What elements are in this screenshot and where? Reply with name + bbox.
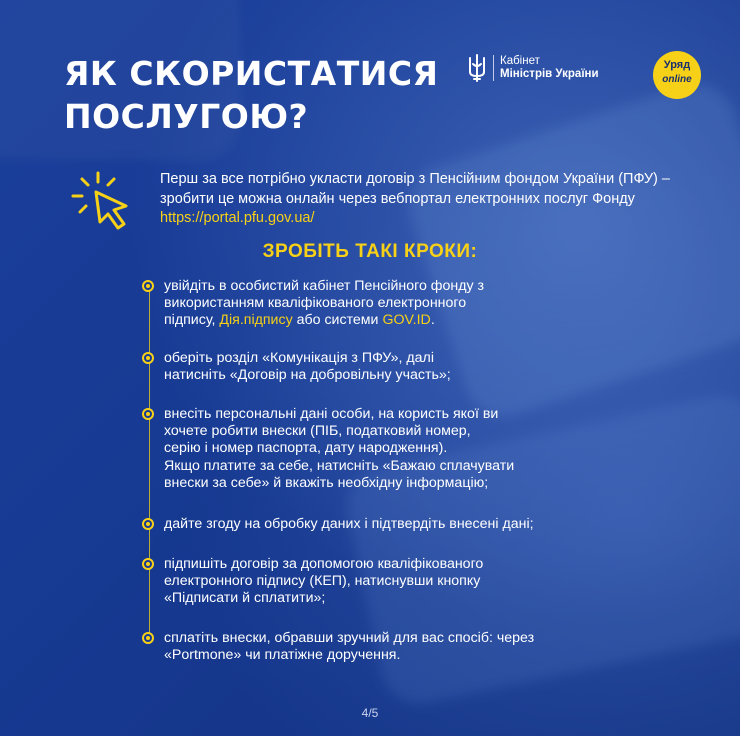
step-text: оберіть розділ «Комунікація з ПФУ», далі натисніть «Договір на добровільну участь»; bbox=[164, 350, 451, 384]
step-text: сплатіть внески, обравши зручний для вас спосіб: через «Portmone» чи платіжне доручення. bbox=[164, 630, 535, 664]
title-line-2: ПОСЛУГОЮ? bbox=[64, 97, 309, 136]
uryad-logo-line-1: Уряд bbox=[663, 59, 691, 71]
step-bullet-icon bbox=[142, 352, 154, 364]
intro-body: Перш за все потрібно укласти договір з Пенсійним фондом України (ПФУ) – зробити це можна онлайн через вебпортал електронних послуг Фонду bbox=[160, 171, 670, 207]
step-bullet-icon bbox=[142, 408, 154, 420]
cabinet-line-2: Міністрів України bbox=[500, 68, 599, 80]
step-item-sign-contract bbox=[142, 556, 682, 608]
page-title bbox=[64, 52, 438, 138]
uryad-logo-line-2: online bbox=[662, 74, 692, 85]
uryad-online-logo bbox=[653, 51, 701, 99]
cabinet-line-1: Кабінет bbox=[500, 55, 540, 67]
step-text: внесіть персональні дані особи, на користь якої ви хочете робити внески (ПІБ, податковий номер, серію і номер паспорта, дату народження). Якщо платите за себе, натисніть «Бажаю сплачувати внески за себе» й вкажіть необхідну інформацію; bbox=[164, 406, 515, 491]
step-item-consent bbox=[142, 516, 682, 533]
intro-text bbox=[160, 170, 700, 229]
step-text: дайте згоду на обробку даних і підтвердіть внесені дані; bbox=[164, 516, 534, 532]
step-bullet-icon bbox=[142, 518, 154, 530]
diia-signature-link[interactable]: Дія.підпису bbox=[219, 312, 293, 329]
cabinet-ministers-logo bbox=[467, 54, 599, 82]
portal-link[interactable]: https://portal.pfu.gov.ua/ bbox=[160, 210, 315, 226]
step-bullet-icon bbox=[142, 632, 154, 644]
step-bullet-icon bbox=[142, 558, 154, 570]
step-item-login bbox=[142, 278, 682, 330]
step-item-pay bbox=[142, 630, 682, 664]
step-item-personal-data bbox=[142, 406, 682, 492]
steps-heading: ЗРОБІТЬ ТАКІ КРОКИ: bbox=[262, 241, 478, 262]
step-text: підпишіть договір за допомогою кваліфікованого електронного підпису (КЕП), натиснувши кнопку «Підписати й сплатити»; bbox=[164, 556, 484, 607]
trident-icon bbox=[467, 54, 487, 82]
page-number: 4/5 bbox=[361, 706, 379, 720]
step-item-choose-section bbox=[142, 350, 682, 384]
cursor-click-icon bbox=[70, 170, 136, 232]
step-bullet-icon bbox=[142, 280, 154, 292]
step-text: увійдіть в особистий кабінет Пенсійного фонду з використанням кваліфікованого електронного підпису, Дія.підпису або системи GOV.ID. bbox=[164, 278, 485, 329]
logo-divider bbox=[493, 55, 494, 81]
title-line-1: ЯК СКОРИСТАТИСЯ bbox=[64, 54, 439, 93]
govid-link[interactable]: GOV.ID bbox=[382, 312, 431, 329]
